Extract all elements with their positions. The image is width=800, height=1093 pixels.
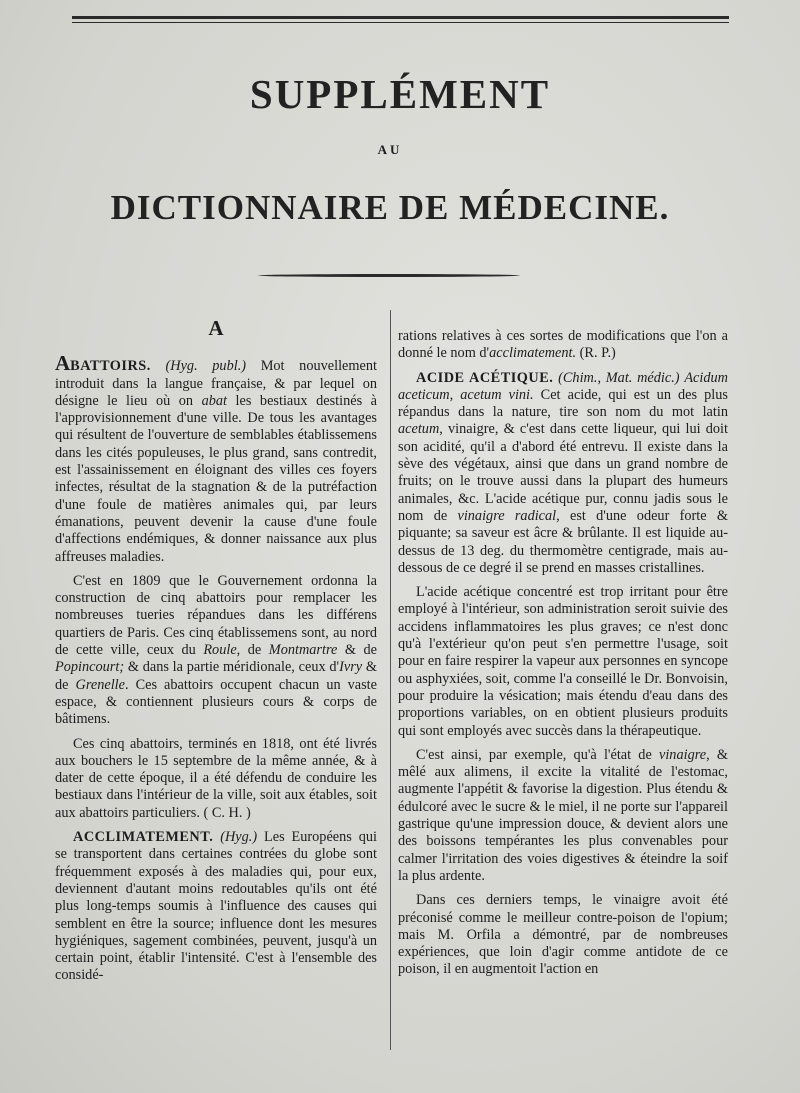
headword-acide: ACIDE ACÉTIQUE.	[416, 369, 554, 386]
entry-text: & de	[337, 642, 378, 659]
place-roule: Roule	[203, 642, 237, 659]
entry-text: , vinaigre, & c'est dans cette liqueur, qui lui doit son acidité, qu'il a d'abord été entrevu. Il existe dans la sève des végétaux, ainsi que dans un grand nombre de fruits; on le trouve aussi dans la plupart des humeurs animales, &c. L'acide acétique pur, connu jadis sous le nom de	[398, 421, 728, 524]
entry-italic: acclimatement.	[489, 345, 577, 362]
headword-abattoirs: BATTOIRS.	[70, 358, 151, 375]
entry-text: Les Européens qui se transportent dans certaines contrées du globe sont fréquemment exposés à des maladies qui, pour eux, deviennent d'autant moins redoutables qu'ils ont été plus long-temps soumis à l'influence des causes qui semblent en être la source; influence dont les mesures hygiéniques, sagement combinées, peuvent, jusqu'à un certain point, établir l'intensité. C'est à l'ensemble des considé-	[55, 829, 377, 984]
entry-italic: acetum	[398, 421, 440, 438]
entry-tag: (Hyg. publ.)	[165, 358, 247, 375]
dropcap: A	[55, 351, 71, 376]
place-ivry: Ivry	[339, 659, 363, 676]
column-divider	[390, 310, 391, 1050]
top-double-rule	[72, 16, 729, 19]
entry-text: C'est ainsi, par exemple, qu'à l'état de	[416, 746, 659, 763]
place-grenelle: Grenelle	[75, 676, 125, 693]
ornamental-rule	[258, 274, 520, 277]
entry-italic: abat	[201, 392, 228, 409]
section-letter: A	[208, 316, 224, 340]
place-montmartre: Montmartre	[268, 642, 338, 659]
entry-acide-p2: L'acide acétique concentré est trop irritant pour être employé à l'intérieur, son administration seroit suivie des accidens inflammatoires les plus graves; ce n'est donc qu'à l'extérieur qu'on peut s'en permettre l'usage, soit pour en faire respirer la vapeur aux personnes en syncope ou asphyxiées, soit, comme l'a conseillé le Dr. Bonvoisin, pour produire la vésication; mais étendu d'eau dans des proportions variables, on en obtient plusieurs produits qui sont employés avec succès dans la thérapeutique.	[398, 584, 728, 739]
entry-text: rations relatives à ces sortes de modifications que l'on a donné le nom d'	[398, 328, 728, 362]
entry-text: les bestiaux destinés à l'approvisionnement d'une ville. De tous les avantages qui résultent de l'ouverture de semblables établissemens dans les cités populeuses, le plus grand, sans contredit, est l'assainissement en éloignant des villes ces foyers infectes, résultat de la stagnation & de la putréfaction d'une foule de matières animales qui, par leurs émanations, peuvent devenir la cause d'une foule d'affections endémiques, & donner naissance aux plus affreuses maladies.	[55, 392, 377, 565]
page-subtitle: DICTIONNAIRE DE MÉDECINE.	[110, 188, 670, 227]
entry-acide-p3	[398, 747, 728, 885]
entry-text: , & mêlé aux alimens, il excite la vitalité de l'estomac, augmente l'appétit & favorise la digestion. Plus étendu & édulcoré avec le sucre & le miel, il ne porte sur l'appareil gastrique qu'une impression douce, & devient alors une des boissons tempérantes les plus convenables pour calmer l'irritation des voies digestives & éteindre la soif la plus ardente.	[398, 746, 728, 884]
entry-text: Ces cinq abattoirs, terminés en 1818, ont été livrés aux bouchers le 15 septembre de la même année, & à dater de cette époque, il a été défendu de conduire les bestiaux dans l'intérieur de la ville, soit aux étables, soit aux abattoirs particuliers.	[55, 735, 377, 821]
title-connector: AU	[377, 142, 403, 157]
entry-text: , est d'une odeur forte & piquante; sa saveur est âcre & brûlante. Il est liquide au-dessus de 13 deg. du thermomètre centigrade, mais au-dessous de ce degré il se prend en masses cristallines.	[398, 507, 728, 576]
entry-abattoirs-p2	[55, 573, 377, 729]
entry-acclimatement	[55, 829, 377, 985]
place-popincourt: Popincourt;	[55, 659, 125, 676]
entry-italic: vinaigre	[658, 746, 707, 763]
entry-text: Cet acide, qui est un des plus répandus dans la nature, tire son nom du mot latin	[398, 386, 728, 421]
entry-abattoirs-p3	[55, 736, 377, 822]
entry-italic: vinaigre radical	[457, 507, 557, 524]
entry-acide-p4: Dans ces derniers temps, le vinaigre avoit été préconisé comme le meilleur contre-poison de l'opium; mais M. Orfila a démontré, par de nombreuses expériences, que loin d'agir comme antidote de ce poison, il en augmentoit l'action en	[398, 892, 728, 978]
entry-tag: (Hyg.)	[220, 829, 258, 846]
author-signature: (R. P.)	[579, 345, 616, 362]
entry-tag: (Chim., Mat. médic.)	[558, 369, 680, 386]
entry-text: , de	[236, 642, 269, 659]
entry-text: Mot nouvellement introduit dans la langue française, & par lequel on désigne le lieu où on	[55, 358, 377, 409]
headword-acclimatement: ACCLIMATEMENT.	[73, 829, 214, 846]
entry-acclimatement-continued	[398, 328, 728, 363]
left-column	[55, 318, 377, 992]
entry-abattoirs-p1	[55, 351, 377, 566]
entry-text: & dans la partie méridionale, ceux d'	[124, 659, 340, 676]
top-double-rule-thin	[72, 22, 729, 23]
entry-acide-p1	[398, 370, 728, 578]
entry-text: & de	[55, 659, 377, 693]
page-title: SUPPLÉMENT	[249, 71, 551, 117]
entry-text: C'est en 1809 que le Gouvernement ordonna la construction de cinq abattoirs pour remplacer les nombreuses tueries répandues dans les différens quartiers de Paris. Ces cinq établissemens sont, au nord de cette ville, ceux du	[55, 572, 377, 659]
entry-text: . Ces abattoirs occupent chacun un vaste espace, & contiennent plusieurs cours & corps de bâtimens.	[55, 676, 377, 728]
right-column	[398, 328, 728, 986]
author-signature: ( C. H. )	[203, 804, 251, 821]
latin-name: Acidum aceticum, acetum vini.	[398, 369, 729, 403]
